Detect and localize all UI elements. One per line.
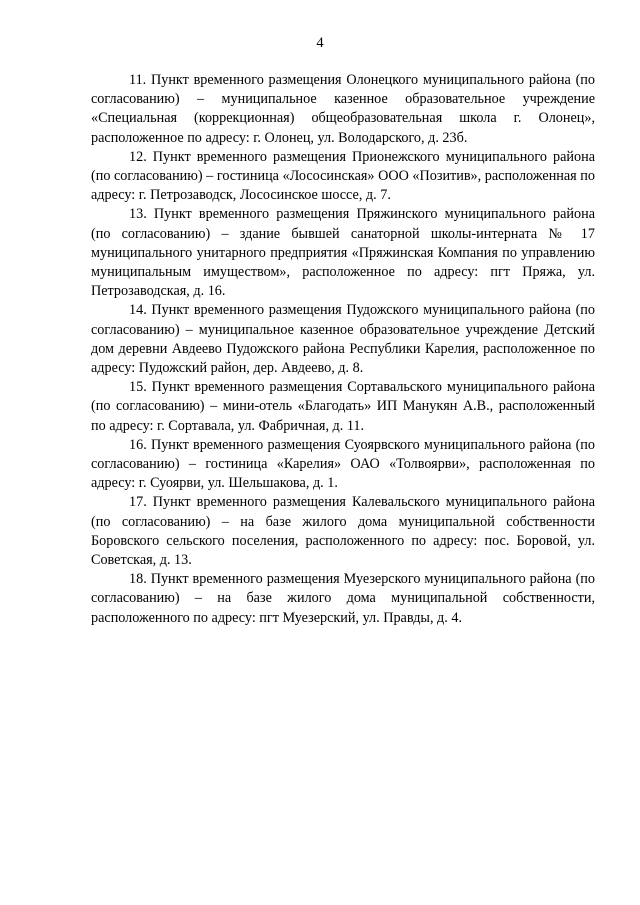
paragraph-item-13: 13. Пункт временного размещения Пряжинского муниципального района (по согласованию) – здание бывшей санаторной школы-интерната № 17 муниципального унитарного предприятия «Пряжинская Компания по управлению муниципальным имуществом», расположенное по адресу: пгт Пряжа, ул. Петрозаводская, д. 16.: [91, 206, 595, 300]
paragraph-item-17: 17. Пункт временного размещения Калевальского муниципального района (по согласованию) – на базе жилого дома муниципальной собственности Боровского сельского поселения, расположенного по адресу: пос. Боровой, ул. Советская, д. 13.: [91, 494, 595, 569]
page-number: 4: [316, 35, 324, 51]
paragraph-item-16: 16. Пункт временного размещения Суоярвского муниципального района (по согласованию) – гостиница «Карелия» ОАО «Толвоярви», расположенная по адресу: г. Суоярви, ул. Шельшакова, д. 1.: [91, 436, 595, 492]
paragraph-item-18: 18. Пункт временного размещения Муезерского муниципального района (по согласованию) – на базе жилого дома муниципальной собственности, расположенного по адресу: пгт Муезерский, ул. Правды, д. 4.: [91, 571, 595, 626]
paragraph-item-12: 12. Пункт временного размещения Прионежского муниципального района (по согласованию) – гостиница «Лососинская» ООО «Позитив», расположенная по адресу: г. Петрозаводск, Лососинское шоссе, д. 7.: [91, 148, 595, 204]
paragraph-item-14: 14. Пункт временного размещения Пудожского муниципального района (по согласованию) – муниципальное казенное образовательное учреждение Детский дом деревни Авдеево Пудожского района Республики Карелия, расположенное по адресу: Пудожский район, дер. Авдеево, д. 8.: [91, 302, 595, 377]
paragraph-item-11: 11. Пункт временного размещения Олонецкого муниципального района (по согласованию) – муниципальное казенное образовательное учреждение «Специальная (коррекционная) общеобразовательная школа г. Олонец», расположенное по адресу: г. Олонец, ул. Володарского, д. 23б.: [91, 72, 595, 146]
document-body: [91, 71, 595, 628]
paragraph-item-15: 15. Пункт временного размещения Сортавальского муниципального района (по согласованию) – мини-отель «Благодать» ИП Манукян А.В., расположенный по адресу: г. Сортавала, ул. Фабричная, д. 11.: [91, 379, 595, 434]
